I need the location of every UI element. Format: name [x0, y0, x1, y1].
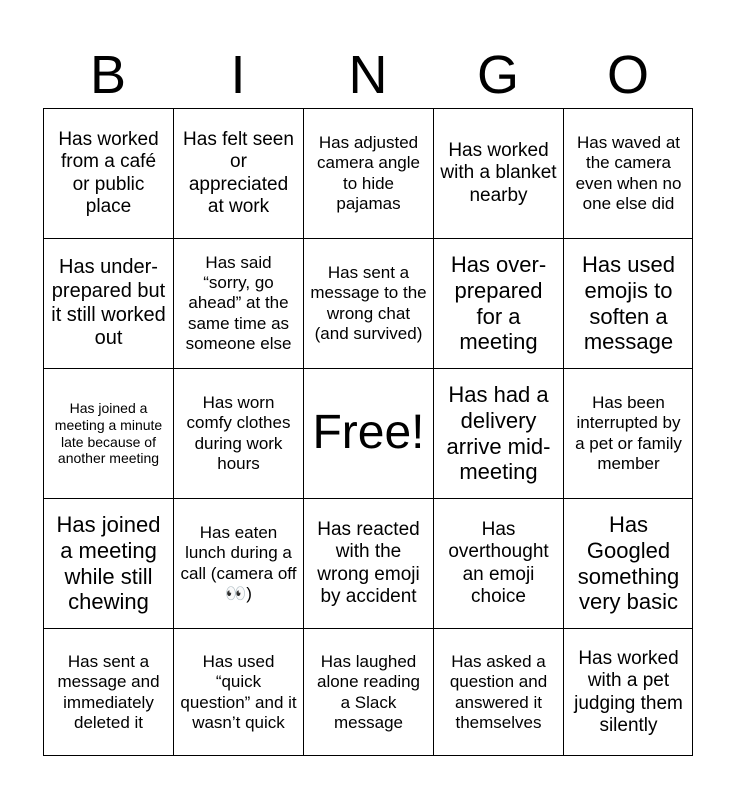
bingo-cell-r1c1[interactable]: Has worked from a café or public place — [43, 108, 173, 238]
bingo-cell-r4c3[interactable]: Has reacted with the wrong emoji by accident — [303, 498, 433, 628]
bingo-cell-r2c1[interactable]: Has under-prepared but it still worked out — [43, 238, 173, 368]
bingo-cell-r2c3[interactable]: Has sent a message to the wrong chat (and survived) — [303, 238, 433, 368]
header-letter-g: G — [476, 45, 519, 105]
bingo-cell-r1c5[interactable]: Has waved at the camera even when no one else did — [563, 108, 693, 238]
bingo-cell-r3c2[interactable]: Has worn comfy clothes during work hours — [173, 368, 303, 498]
bingo-cell-r1c4[interactable]: Has worked with a blanket nearby — [433, 108, 563, 238]
bingo-cell-r2c2[interactable]: Has said “sorry, go ahead” at the same time as someone else — [173, 238, 303, 368]
bingo-cell-r3c4[interactable]: Has had a delivery arrive mid-meeting — [433, 368, 563, 498]
bingo-cell-r5c1[interactable]: Has sent a message and immediately deleted it — [43, 628, 173, 756]
bingo-cell-r1c2[interactable]: Has felt seen or appreciated at work — [173, 108, 303, 238]
header-letter-i: I — [230, 45, 246, 105]
bingo-cell-r2c5[interactable]: Has used emojis to soften a message — [563, 238, 693, 368]
bingo-cell-r1c3[interactable]: Has adjusted camera angle to hide pajamas — [303, 108, 433, 238]
header-letter-n: N — [348, 45, 388, 105]
bingo-cell-r5c5[interactable]: Has worked with a pet judging them silently — [563, 628, 693, 756]
bingo-cell-r4c4[interactable]: Has overthought an emoji choice — [433, 498, 563, 628]
bingo-cell-r3c1[interactable]: Has joined a meeting a minute late because of another meeting — [43, 368, 173, 498]
header-letter-b: B — [89, 45, 127, 105]
bingo-cell-r5c2[interactable]: Has used “quick question” and it wasn’t quick — [173, 628, 303, 756]
bingo-cell-r4c1[interactable]: Has joined a meeting while still chewing — [43, 498, 173, 628]
bingo-cell-r3c5[interactable]: Has been interrupted by a pet or family member — [563, 368, 693, 498]
bingo-cell-r2c4[interactable]: Has over-prepared for a meeting — [433, 238, 563, 368]
bingo-header — [43, 46, 693, 104]
bingo-free-space[interactable]: Free! — [303, 368, 433, 498]
header-letter-o: O — [606, 45, 649, 105]
bingo-grid — [43, 108, 693, 756]
bingo-cell-r4c2[interactable]: Has eaten lunch during a call (camera off 👀) — [173, 498, 303, 628]
bingo-cell-r5c3[interactable]: Has laughed alone reading a Slack message — [303, 628, 433, 756]
bingo-cell-r5c4[interactable]: Has asked a question and answered it themselves — [433, 628, 563, 756]
bingo-cell-r4c5[interactable]: Has Googled something very basic — [563, 498, 693, 628]
